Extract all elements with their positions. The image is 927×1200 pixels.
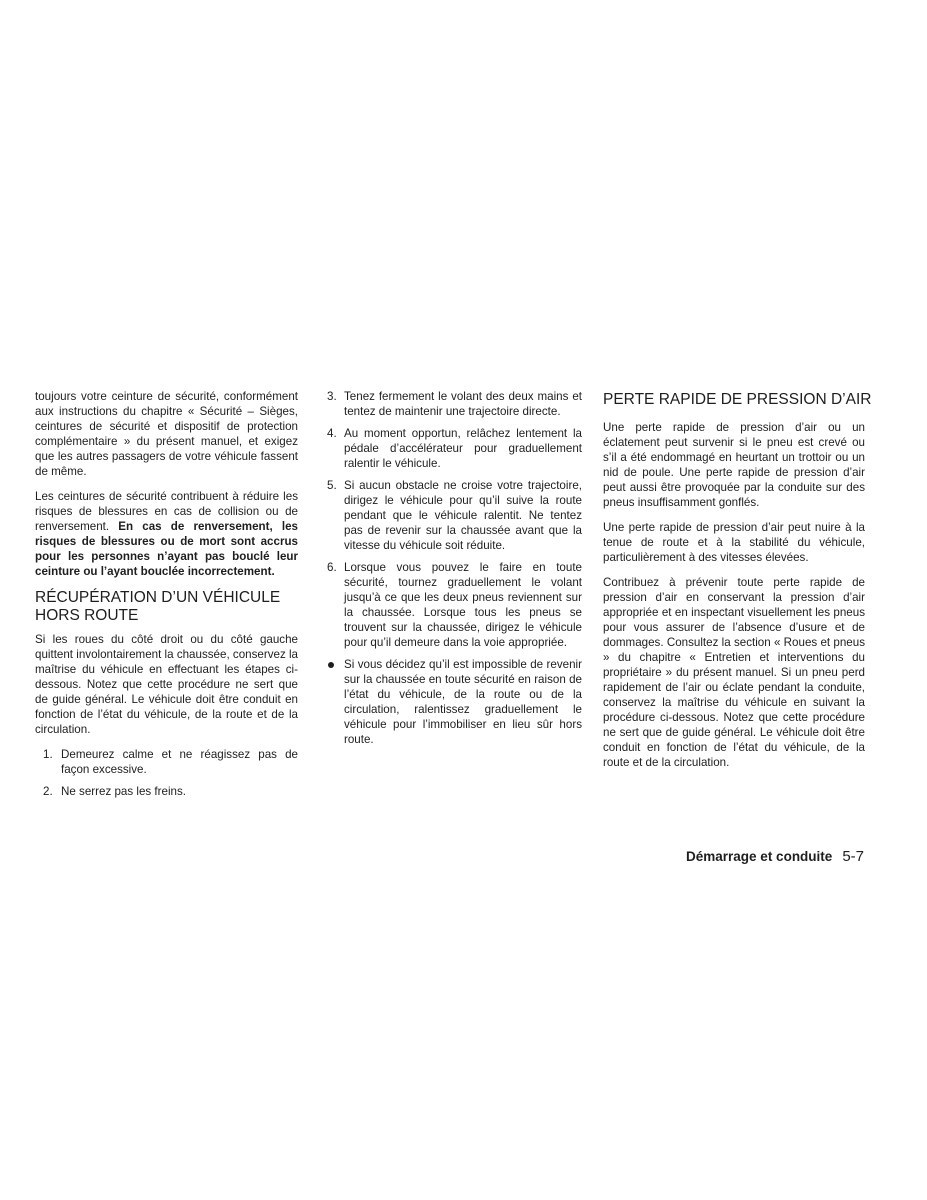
list-item	[35, 747, 298, 777]
step-text: Si aucun obstacle ne croise votre trajectoire, dirigez le véhicule pour qu’il suive la route pendant que le véhicule ralentit. Ne tentez pas de revenir sur la chaussée avant que la vitesse du véhicule soit réduite.	[344, 479, 582, 552]
pressure-loss-paragraph-1: Une perte rapide de pression d’air ou un éclatement peut survenir si le pneu est crevé ou s’il a été endommagé en heurtant un trottoir ou un nid de poule. Une perte rapide de pression d’air peut aussi être provoquée par la conduite sur des pneus insuffisamment gonflés.	[603, 421, 865, 509]
recovery-steps-list-2	[327, 389, 582, 747]
list-item	[327, 478, 582, 553]
pressure-loss-paragraph-3: Contribuez à prévenir toute perte rapide de pression d’air en conservant la pression d’air appropriée et en inspectant visuellement les pneus pour vous assurer de l’absence d’usure et de dommages. Consultez la section « Roues et pneus » du chapitre « Entretien et interventions du propriétaire » du présent manuel. Si un pneu perd rapidement de l’air ou éclate pendant la conduite, conservez la maîtrise du véhicule en suivant la procédure ci-dessous. Notez que cette procédure ne sert que de guide général. Le véhicule doit être conduit en fonction de l’état du véhicule, de la route et de la circulation.	[603, 576, 865, 769]
step-number: 1.	[43, 748, 53, 761]
list-item	[35, 784, 298, 799]
list-item	[327, 426, 582, 471]
page-footer	[686, 848, 864, 865]
page-number: 5-7	[842, 848, 864, 865]
left-column	[35, 389, 298, 806]
step-number: 4.	[327, 427, 337, 440]
off-road-recovery-heading: RÉCUPÉRATION D’UN VÉHICULE HORS ROUTE	[35, 589, 281, 624]
right-column	[603, 389, 872, 780]
seatbelt-paragraph: toujours votre ceinture de sécurité, conformément aux instructions du chapitre « Sécurité – Sièges, ceintures de sécurité et dispositif de protection complémentaire » du présent manuel, et exigez que les autres passagers de votre véhicule fassent de même.	[35, 390, 298, 478]
bullet-text: Si vous décidez qu’il est impossible de revenir sur la chaussée en toute sécurité en raison de l’état du véhicule, de la route ou de la circulation, ralentissez graduellement le véhicule pour l’immobiliser en lieu sûr hors route.	[344, 658, 582, 746]
bullet-icon	[327, 657, 344, 747]
step-number: 6.	[327, 561, 337, 574]
step-text: Lorsque vous pouvez le faire en toute sécurité, tournez graduellement le volant jusqu’à ce que les deux pneus reviennent sur la chaussée. Lorsque tous les pneus se trouvent sur la chaussée, dirigez le véhicule pour qu’il demeure dans la voie appropriée.	[344, 561, 582, 649]
step-number: 3.	[327, 390, 337, 403]
step-text: Tenez fermement le volant des deux mains et tentez de maintenir une trajectoire directe.	[344, 390, 582, 418]
step-text: Ne serrez pas les freins.	[61, 785, 187, 798]
step-text: Demeurez calme et ne réagissez pas de façon excessive.	[61, 748, 298, 776]
footer-section-title: Démarrage et conduite	[686, 849, 833, 864]
rollover-warning: En cas de renversement, les risques de blessures ou de mort sont accrus pour les personnes n’ayant pas bouclé leur ceinture ou l’ayant bouclée incorrectement.	[35, 520, 298, 578]
middle-column	[327, 389, 582, 754]
rapid-pressure-loss-heading: PERTE RAPIDE DE PRESSION D’AIR	[603, 391, 872, 408]
list-item	[327, 560, 582, 650]
rollover-text: Les ceintures de sécurité contribuent à réduire les risques de blessures en cas de collision ou de renversement.	[35, 490, 298, 533]
step-number: 2.	[43, 785, 53, 798]
off-road-intro-paragraph: Si les roues du côté droit ou du côté gauche quittent involontairement la chaussée, conservez la maîtrise du véhicule en effectuant les étapes ci-dessous. Notez que cette procédure ne sert que de guide général. Le véhicule doit être conduit en fonction de l’état du véhicule, de la route et de la circulation.	[35, 633, 298, 736]
list-item	[327, 657, 582, 747]
rollover-paragraph	[35, 489, 298, 579]
step-text: Au moment opportun, relâchez lentement la pédale d’accélérateur pour graduellement ralentir le véhicule.	[344, 427, 582, 470]
pressure-loss-paragraph-2: Une perte rapide de pression d’air peut nuire à la tenue de route et à la stabilité du véhicule, particulièrement à des vitesses élevées.	[603, 521, 865, 564]
list-item	[327, 389, 582, 419]
recovery-steps-list-1	[35, 747, 298, 799]
step-number: 5.	[327, 479, 337, 492]
